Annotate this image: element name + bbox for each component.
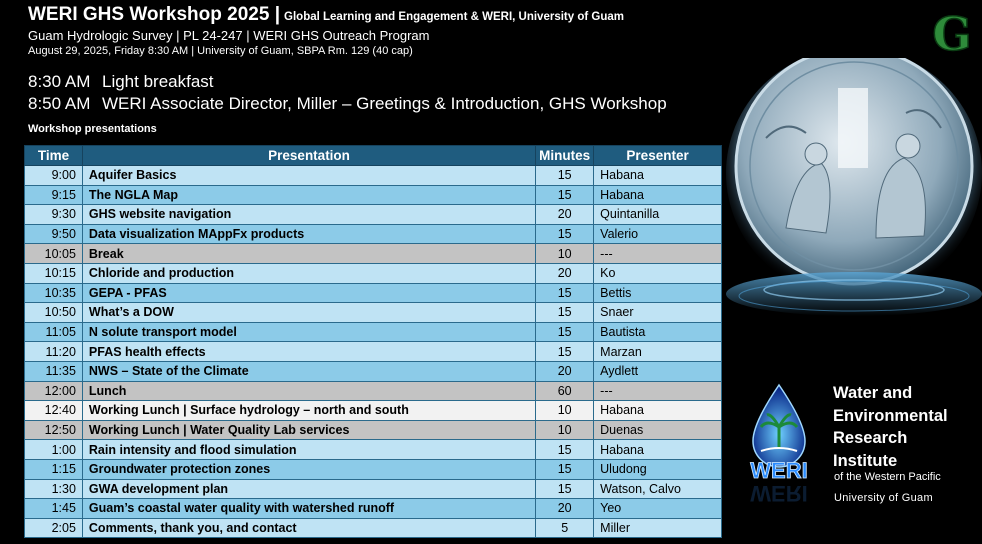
table-row	[25, 459, 722, 479]
cell-minutes: 20	[536, 263, 594, 283]
col-header-presenter: Presenter	[594, 146, 722, 166]
svg-text:WERI: WERI	[750, 481, 808, 506]
cell-time: 12:00	[25, 381, 83, 401]
schedule-table	[24, 145, 722, 538]
cell-time: 11:20	[25, 342, 83, 362]
table-row	[25, 518, 722, 538]
cell-minutes: 5	[536, 518, 594, 538]
cell-minutes: 15	[536, 283, 594, 303]
cell-minutes: 60	[536, 381, 594, 401]
agenda-time: 8:50 AM	[28, 94, 91, 113]
cell-minutes: 15	[536, 479, 594, 499]
cell-time: 9:15	[25, 185, 83, 205]
cell-time: 11:05	[25, 322, 83, 342]
cell-time: 12:40	[25, 401, 83, 421]
institute-name	[833, 382, 948, 472]
cell-time: 1:15	[25, 459, 83, 479]
guam-g-logo	[930, 6, 974, 60]
cell-minutes: 15	[536, 440, 594, 460]
institute-region: of the Western Pacific	[834, 471, 941, 483]
cell-presentation: GWA development plan	[82, 479, 535, 499]
cell-time: 9:30	[25, 205, 83, 225]
cell-presenter: Ko	[594, 263, 722, 283]
cell-presentation: NWS – State of the Climate	[82, 361, 535, 381]
guam-g-letter: G	[932, 7, 972, 60]
cell-minutes: 10	[536, 420, 594, 440]
cell-time: 2:05	[25, 518, 83, 538]
cell-presentation: What’s a DOW	[82, 303, 535, 323]
cell-presentation: Rain intensity and flood simulation	[82, 440, 535, 460]
cell-presenter: Bautista	[594, 322, 722, 342]
cell-time: 10:50	[25, 303, 83, 323]
event-dateline: August 29, 2025, Friday 8:30 AM | University of Guam, SBPA Rm. 129 (40 cap)	[28, 45, 413, 57]
agenda-item	[28, 72, 214, 92]
cell-presenter: Snaer	[594, 303, 722, 323]
cell-minutes: 15	[536, 185, 594, 205]
agenda-text: Light breakfast	[102, 72, 214, 91]
cell-presentation: The NGLA Map	[82, 185, 535, 205]
schedule-body	[25, 166, 722, 538]
cell-presentation: N solute transport model	[82, 322, 535, 342]
table-row	[25, 401, 722, 421]
cell-presentation: PFAS health effects	[82, 342, 535, 362]
table-row	[25, 205, 722, 225]
agenda-item	[28, 94, 667, 114]
table-row	[25, 263, 722, 283]
table-row	[25, 420, 722, 440]
section-label: Workshop presentations	[28, 123, 157, 135]
weri-logo-text: WERI	[750, 458, 808, 483]
table-row	[25, 361, 722, 381]
cell-minutes: 20	[536, 499, 594, 519]
cell-presenter: Aydlett	[594, 361, 722, 381]
table-row	[25, 166, 722, 186]
table-row	[25, 479, 722, 499]
cell-minutes: 15	[536, 303, 594, 323]
cell-presenter: Valerio	[594, 224, 722, 244]
institute-university: University of Guam	[834, 492, 933, 504]
cell-minutes: 15	[536, 322, 594, 342]
cell-time: 10:05	[25, 244, 83, 264]
cell-minutes: 15	[536, 342, 594, 362]
institute-name-line: Research	[833, 429, 908, 447]
cell-minutes: 20	[536, 361, 594, 381]
table-row	[25, 224, 722, 244]
page-title-sub: Global Learning and Engagement & WERI, University of Guam	[284, 11, 624, 23]
cell-presenter: Habana	[594, 401, 722, 421]
cell-minutes: 10	[536, 244, 594, 264]
table-row	[25, 244, 722, 264]
cell-presentation: GHS website navigation	[82, 205, 535, 225]
cell-time: 1:45	[25, 499, 83, 519]
weri-emblem-image	[726, 58, 982, 358]
cell-time: 1:00	[25, 440, 83, 460]
table-row	[25, 185, 722, 205]
agenda-time: 8:30 AM	[28, 72, 91, 91]
cell-presentation: Working Lunch | Surface hydrology – north and south	[82, 401, 535, 421]
institute-name-line: Environmental	[833, 406, 948, 425]
header-title-line	[28, 4, 624, 26]
cell-minutes: 15	[536, 166, 594, 186]
cell-presentation: Data visualization MAppFx products	[82, 224, 535, 244]
cell-minutes: 10	[536, 401, 594, 421]
cell-presenter: Uludong	[594, 459, 722, 479]
cell-presentation: Chloride and production	[82, 263, 535, 283]
cell-presenter: Yeo	[594, 499, 722, 519]
table-row	[25, 440, 722, 460]
cell-time: 10:35	[25, 283, 83, 303]
cell-minutes: 15	[536, 459, 594, 479]
cell-presenter: Duenas	[594, 420, 722, 440]
table-header-row	[25, 146, 722, 166]
table-row	[25, 342, 722, 362]
cell-presenter: Marzan	[594, 342, 722, 362]
col-header-minutes: Minutes	[536, 146, 594, 166]
table-row	[25, 303, 722, 323]
table-row	[25, 322, 722, 342]
cell-presenter: Habana	[594, 166, 722, 186]
cell-presenter: Habana	[594, 440, 722, 460]
cell-presenter: Bettis	[594, 283, 722, 303]
cell-presentation: Aquifer Basics	[82, 166, 535, 186]
cell-presenter: ---	[594, 381, 722, 401]
cell-presentation: GEPA - PFAS	[82, 283, 535, 303]
cell-presentation: Working Lunch | Water Quality Lab services	[82, 420, 535, 440]
cell-presenter: Miller	[594, 518, 722, 538]
cell-presentation: Guam’s coastal water quality with watershed runoff	[82, 499, 535, 519]
cell-time: 11:35	[25, 361, 83, 381]
cell-presenter: Watson, Calvo	[594, 479, 722, 499]
cell-minutes: 20	[536, 205, 594, 225]
cell-time: 1:30	[25, 479, 83, 499]
cell-presenter: ---	[594, 244, 722, 264]
cell-presenter: Quintanilla	[594, 205, 722, 225]
cell-presentation: Comments, thank you, and contact	[82, 518, 535, 538]
cell-time: 10:15	[25, 263, 83, 283]
cell-time: 9:50	[25, 224, 83, 244]
cell-presenter: Habana	[594, 185, 722, 205]
page-subtitle: Guam Hydrologic Survey | PL 24-247 | WERI GHS Outreach Program	[28, 28, 430, 43]
weri-logo	[745, 383, 813, 513]
cell-time: 12:50	[25, 420, 83, 440]
cell-minutes: 15	[536, 224, 594, 244]
table-row	[25, 381, 722, 401]
col-header-presentation: Presentation	[82, 146, 535, 166]
table-row	[25, 499, 722, 519]
agenda-text: WERI Associate Director, Miller – Greetings & Introduction, GHS Workshop	[102, 94, 667, 113]
page-title: WERI GHS Workshop 2025 |	[28, 4, 281, 25]
col-header-time: Time	[25, 146, 83, 166]
cell-presentation: Break	[82, 244, 535, 264]
cell-time: 9:00	[25, 166, 83, 186]
cell-presentation: Lunch	[82, 381, 535, 401]
institute-name-line: Water and	[833, 384, 913, 402]
cell-presentation: Groundwater protection zones	[82, 459, 535, 479]
institute-name-line: Institute	[833, 451, 898, 470]
table-row	[25, 283, 722, 303]
